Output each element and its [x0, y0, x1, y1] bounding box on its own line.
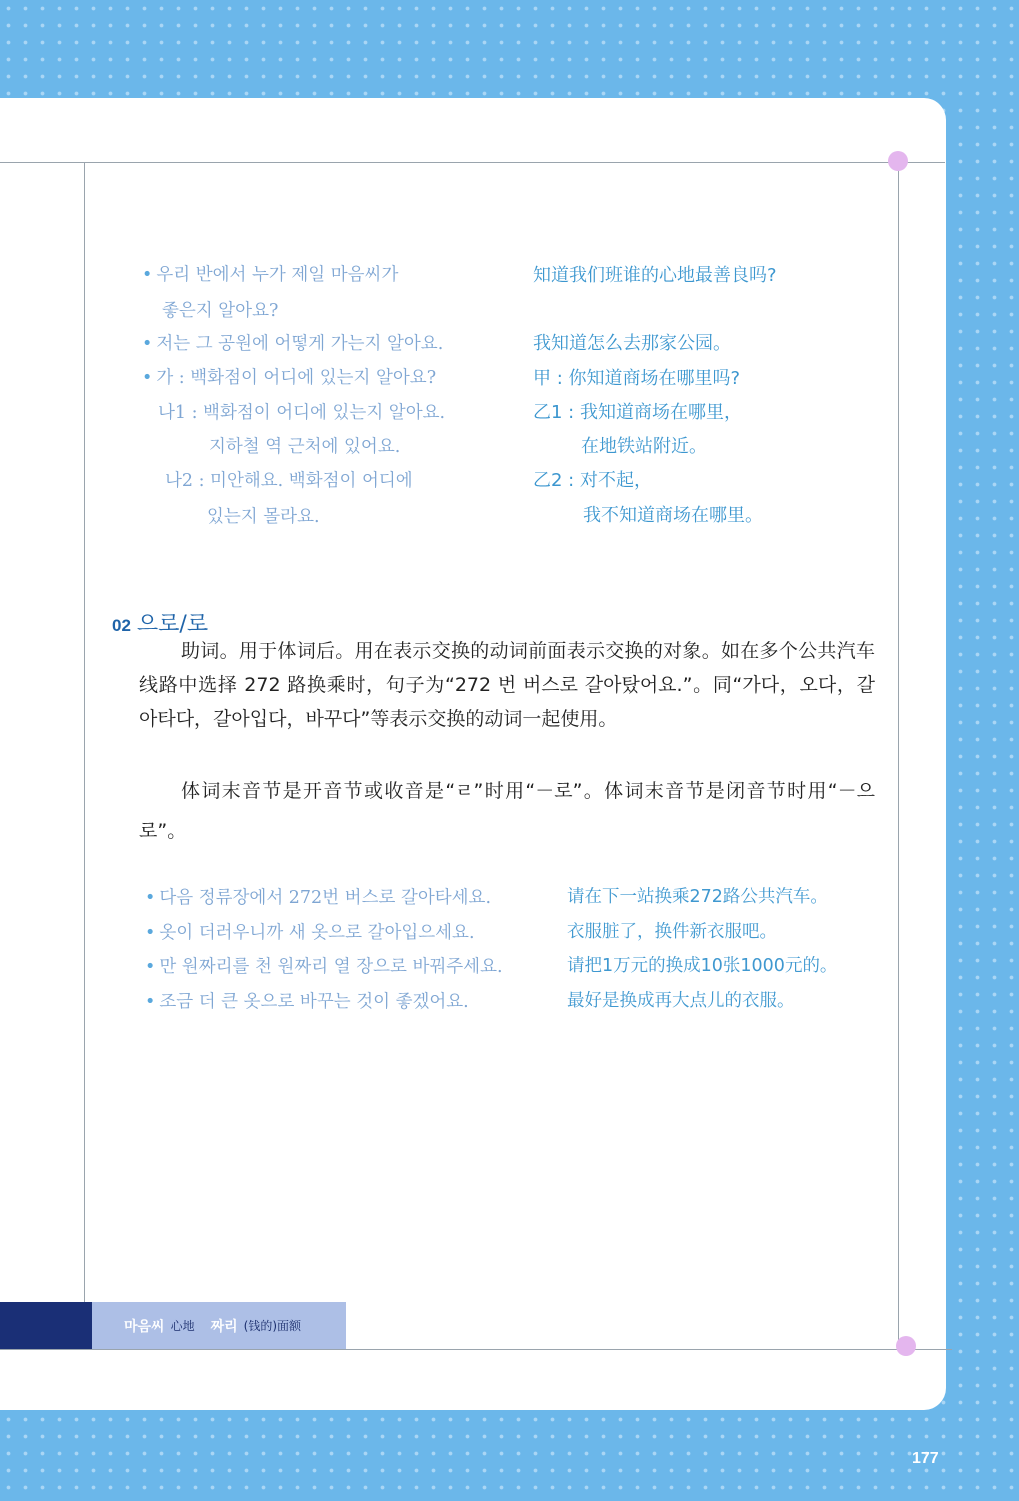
example-ko-1: • 우리 반에서 누가 제일 마음씨가	[142, 265, 399, 285]
example2-ko-2: • 옷이 더러우니까 새 옷으로 갈아입으세요.	[145, 923, 475, 943]
example-zh-5b: 我不知道商场在哪里。	[583, 505, 763, 526]
example2-ko-3: • 만 원짜리를 천 원짜리 열 장으로 바꿔주세요.	[145, 957, 503, 977]
example-ko-5b: 있는지 몰라요.	[207, 507, 320, 527]
page-card	[0, 98, 946, 1410]
vocab-zh-1: 心地	[170, 1319, 195, 1333]
example-zh-2: 我知道怎么去那家公园。	[533, 333, 731, 354]
bullet-icon: •	[142, 265, 153, 285]
left-rule	[84, 162, 85, 1302]
example2-ko-4: • 조금 더 큰 옷으로 바꾸는 것이 좋겠어요.	[145, 992, 469, 1012]
bullet-icon: •	[145, 923, 156, 943]
example-zh-3: 甲 : 你知道商场在哪里吗?	[533, 368, 741, 389]
vocab-zh-2: (钱的)面额	[243, 1319, 302, 1333]
bottom-rule	[0, 1349, 952, 1350]
example2-zh-4: 最好是换成再大点儿的衣服。	[567, 991, 795, 1011]
example-zh-5: 乙2 : 对不起，	[533, 470, 652, 491]
example-ko-4b: 지하철 역 근처에 있어요.	[209, 437, 401, 457]
example-zh-1: 知道我们班谁的心地最善良吗?	[533, 265, 777, 286]
example-zh-4b: 在地铁站附近。	[581, 436, 707, 457]
footer-vocab-tab	[92, 1302, 346, 1349]
vocab-ko-2: 짜리	[210, 1318, 238, 1335]
example2-zh-2: 衣服脏了，换件新衣服吧。	[567, 922, 777, 942]
bullet-icon: •	[142, 334, 153, 354]
example-ko-1b: 좋은지 알아요?	[162, 301, 279, 321]
example-ko-2: • 저는 그 공원에 어떻게 가는지 알아요.	[142, 334, 444, 354]
page-number: 177	[912, 1450, 939, 1467]
section-title: 으로/로	[136, 612, 209, 637]
section-paragraph-1: 助词。用于体词后。用在表示交换的动词前面表示交换的对象。如在多个公共汽车线路中选择 272 路换乘时，句子为“272 번 버스로 갈아탔어요.”。同“가다，오다，갈아타다，갈아입다，바꾸다”等表示交换的动词一起使用。	[139, 640, 875, 730]
footer-dark-block	[0, 1302, 92, 1349]
bullet-icon: •	[145, 888, 156, 908]
example2-zh-3: 请把1万元的换成10张1000元的。	[567, 956, 838, 976]
example2-ko-1: • 다음 정류장에서 272번 버스로 갈아타세요.	[145, 888, 492, 908]
corner-dot-bottom	[896, 1336, 916, 1356]
example-zh-4: 乙1 : 我知道商场在哪里，	[533, 402, 742, 423]
vocab-ko-1: 마음씨	[124, 1318, 165, 1335]
bullet-icon: •	[142, 368, 153, 388]
example2-zh-1: 请在下一站换乘272路公共汽车。	[567, 887, 828, 907]
example-ko-4: 나1 : 백화점이 어디에 있는지 알아요.	[158, 403, 446, 423]
bullet-icon: •	[145, 992, 156, 1012]
corner-dot-top	[888, 151, 908, 171]
top-rule	[0, 162, 945, 163]
example-ko-3: • 가 : 백화점이 어디에 있는지 알아요?	[142, 368, 437, 388]
example-ko-5: 나2 : 미안해요. 백화점이 어디에	[165, 471, 413, 491]
right-rule	[898, 162, 899, 1347]
section-number: 02	[112, 616, 131, 635]
bullet-icon: •	[145, 957, 156, 977]
section-paragraph-2: 体词末音节是开音节或收音是“ㄹ”时用“－로”。体词末音节是闭音节时用“－으로”。	[139, 780, 875, 842]
